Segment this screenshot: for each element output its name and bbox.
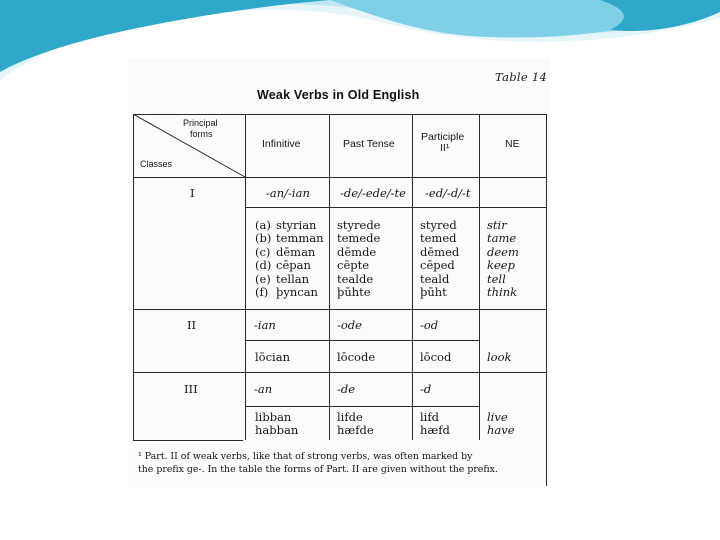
corner-label-forms: forms [190,129,213,139]
column-header-infinitive: Infinitive [262,138,301,150]
footnote-line: the prefix ge-. In the table the forms of Part. II are given without the prefix. [138,463,498,475]
ending-participle: -od [420,318,439,332]
ending-past: -ode [337,318,362,332]
class-ii-ne: look [487,350,512,364]
ending-participle: -d [420,382,432,396]
column-header-ne: NE [505,138,520,150]
table-heading: Weak Verbs in Old English [257,88,420,102]
ending-infinitive: -ian [254,318,276,332]
class-i-ne-forms: stir tame deem keep tell think [487,218,519,299]
corner-label-principal: Principal [183,118,218,128]
column-header-past-tense: Past Tense [343,138,395,150]
ending-past: -de [337,382,356,396]
ending-infinitive: -an [254,382,273,396]
class-ii-participle: lōcod [420,350,452,364]
table-label: Table 14 [495,70,548,84]
table-rule-endings-ii [245,340,479,341]
table-rule-right [546,114,547,486]
table-rule-endings-i [245,207,547,208]
corner-label-classes: Classes [140,159,173,169]
class-label: II [187,318,197,332]
class-label: I [190,186,195,200]
class-i-participles: styred temed dēmed cēped teald þūht [420,218,460,299]
ending-past: -de/-ede/-te [340,186,406,200]
table-rule-bottom [133,440,243,441]
class-iii-infinitives: libban habban [255,410,299,438]
table-rule-past-col [412,114,413,440]
footnote [138,451,546,476]
ending-participle: -ed/-d/-t [425,186,471,200]
table-rule-class-ii [133,309,547,310]
table-rule-part-col [479,114,480,440]
footnote-line: ¹ Part. II of weak verbs, like that of strong verbs, was often marked by [138,451,473,462]
column-header-participle: Participle [421,131,465,143]
ending-infinitive: -an/-ian [266,186,310,200]
class-i-past-forms: styrede temede dēmde cēpte tealde þūhte [337,218,381,299]
class-iii-ne-forms: live have [487,410,515,438]
class-ii-infinitive: lōcian [255,350,290,364]
table-rule-endings-iii [245,406,479,407]
class-ii-past: lōcode [337,350,376,364]
table-rule-inf-col [329,114,330,440]
class-i-infinitives: styrian temman dēman cēpan tellan þyncan [276,218,324,299]
class-i-subletters: (a) (b) (c) (d) (e) (f) [255,218,272,299]
class-iii-participles: lifd hæfd [420,410,450,438]
class-label: III [184,382,198,396]
table-rule-class-iii [133,372,547,373]
class-iii-past-forms: lifde hæfde [337,410,374,438]
column-header-participle-sup: II¹ [440,142,450,154]
